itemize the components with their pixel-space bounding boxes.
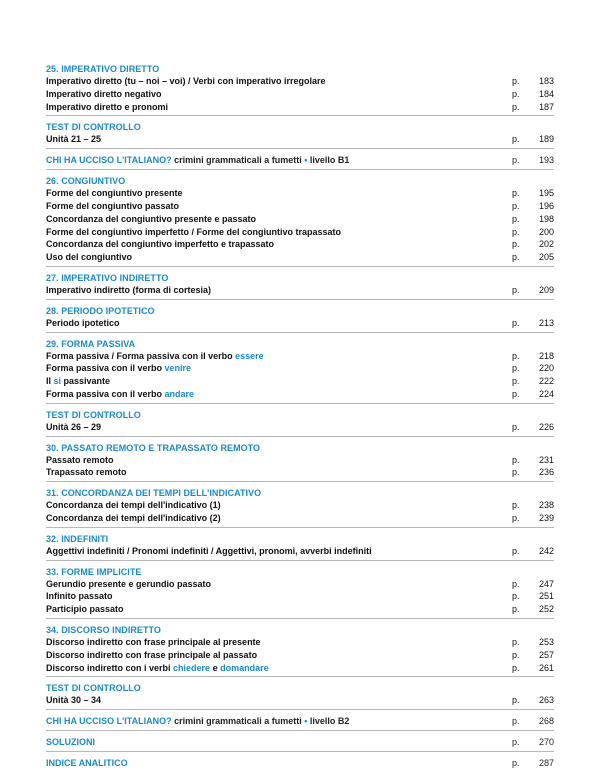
entry-title: Discorso indiretto con frase principale al presente (46, 636, 261, 647)
page-prefix: p. (512, 662, 520, 673)
page-prefix: p. (512, 200, 520, 211)
toc-section (46, 121, 554, 149)
page-prefix: p. (512, 695, 520, 706)
page-number: 222 (538, 376, 554, 387)
page-number: 205 (538, 252, 554, 263)
toc-section (46, 272, 554, 300)
entry-title: Gerundio presente e gerundio passato (46, 578, 212, 589)
entry-title: Concordanza dei tempi dell'indicativo (1) (46, 500, 221, 511)
toc-entry[interactable] (46, 375, 554, 388)
toc-entry[interactable] (46, 578, 554, 591)
toc-entry[interactable] (46, 649, 554, 662)
page-number: 189 (538, 134, 554, 145)
highlighted-verb: andare (164, 388, 195, 399)
toc-entry[interactable] (46, 757, 554, 770)
page-number: 251 (538, 591, 554, 602)
entry-title: Infinito passato (46, 591, 113, 602)
entry-title-conjunction: e (210, 662, 221, 673)
toc-section (46, 682, 554, 710)
toc-entry[interactable] (46, 454, 554, 467)
entry-title: Trapassato remoto (46, 467, 127, 478)
page-number: 242 (538, 545, 554, 556)
toc-entry[interactable] (46, 101, 554, 114)
page-prefix: p. (512, 604, 520, 615)
page-number: 236 (538, 467, 554, 478)
entry-title: Imperativo indiretto (forma di cortesia) (46, 284, 212, 295)
entry-subtitle: crimini grammaticali a fumetti (174, 716, 302, 727)
page-number: 231 (538, 454, 554, 465)
page-prefix: p. (512, 636, 520, 647)
page-number: 268 (538, 716, 554, 727)
page-number: 202 (538, 239, 554, 250)
section-title: TEST DI CONTROLLO (46, 683, 141, 694)
toc-entry[interactable] (46, 88, 554, 101)
toc-section (46, 338, 554, 404)
entry-title: Imperativo diretto negativo (46, 88, 162, 99)
toc-entry[interactable] (46, 662, 554, 675)
toc-entry[interactable] (46, 317, 554, 330)
entry-title: Concordanza del congiuntivo imperfetto e trapassato (46, 239, 275, 250)
page-number: 224 (538, 388, 554, 399)
entry-title: Unità 21 – 25 (46, 134, 102, 145)
page-prefix: p. (512, 239, 520, 250)
toc-section (46, 757, 554, 772)
entry-title: Forma passiva con il verbo (46, 363, 165, 374)
section-title: TEST DI CONTROLLO (46, 409, 141, 420)
entry-title: Il (46, 376, 54, 387)
toc-entry[interactable] (46, 200, 554, 213)
page-number: 252 (538, 604, 554, 615)
toc-entry[interactable] (46, 213, 554, 226)
toc-entry[interactable] (46, 603, 554, 616)
page-prefix: p. (512, 376, 520, 387)
level-label: livello B1 (309, 155, 350, 166)
section-title: 28. PERIODO IPOTETICO (46, 305, 155, 316)
page-prefix: p. (512, 591, 520, 602)
page-prefix: p. (512, 545, 520, 556)
page-number: 193 (538, 155, 554, 166)
entry-title: Forma passiva con il verbo (46, 388, 165, 399)
page-prefix: p. (512, 350, 520, 361)
page-prefix: p. (512, 134, 520, 145)
highlighted-verb: domandare (220, 662, 269, 673)
page-prefix: p. (512, 716, 520, 727)
entry-title: Forme del congiuntivo imperfetto / Forme del congiuntivo trapassato (46, 226, 342, 237)
page-prefix: p. (512, 188, 520, 199)
toc-entry[interactable] (46, 590, 554, 603)
entry-title: Forma passiva / Forma passiva con il verbo (46, 350, 236, 361)
page-number: 183 (538, 76, 554, 86)
page-number: 195 (538, 188, 554, 199)
entry-title: Aggettivi indefiniti / Pronomi indefiniti / Aggettivi, pronomi, avverbi indefiniti (46, 545, 372, 556)
toc-entry[interactable] (46, 736, 554, 749)
toc-section (46, 715, 554, 731)
entry-subtitle: crimini grammaticali a fumetti (174, 155, 302, 166)
toc-entry[interactable] (46, 715, 554, 728)
entry-title: Discorso indiretto con frase principale al passato (46, 649, 258, 660)
page-number: 226 (538, 421, 554, 432)
section-title: 31. CONCORDANZA DEI TEMPI DELL'INDICATIVO (46, 488, 262, 499)
entry-title: Imperativo diretto (tu – noi – voi) / Verbi con imperativo irregolare (46, 76, 326, 86)
toc-entry[interactable] (46, 154, 554, 167)
page-number: 247 (538, 578, 554, 589)
toc-section (46, 442, 554, 483)
page-prefix: p. (512, 421, 520, 432)
section-title: 26. CONGIUNTIVO (46, 176, 126, 187)
toc-section (46, 154, 554, 170)
toc-entry[interactable] (46, 238, 554, 251)
page-number: 220 (538, 363, 554, 374)
page-prefix: p. (512, 512, 520, 523)
page-number: 218 (538, 350, 554, 361)
entry-title: Unità 30 – 34 (46, 695, 102, 706)
toc-entry[interactable] (46, 251, 554, 264)
toc-entry[interactable] (46, 545, 554, 558)
page-prefix: p. (512, 226, 520, 237)
page-prefix: p. (512, 500, 520, 511)
page-prefix: p. (512, 578, 520, 589)
page-number: 184 (538, 88, 554, 99)
page-prefix: p. (512, 317, 520, 328)
entry-title: Participio passato (46, 604, 124, 615)
section-title: 30. PASSATO REMOTO E TRAPASSATO REMOTO (46, 442, 261, 453)
toc-entry[interactable] (46, 421, 554, 434)
page-prefix: p. (512, 363, 520, 374)
page-prefix: p. (512, 454, 520, 465)
toc-entry[interactable] (46, 350, 554, 363)
section-title: CHI HA UCCISO L'ITALIANO? (46, 716, 172, 727)
toc-entry[interactable] (46, 362, 554, 375)
toc-entry[interactable] (46, 388, 554, 401)
highlighted-verb: venire (164, 363, 192, 374)
page-prefix: p. (512, 758, 520, 769)
page-prefix: p. (512, 101, 520, 112)
page-prefix: p. (512, 737, 520, 748)
section-title: 27. IMPERATIVO INDIRETTO (46, 272, 169, 283)
entry-title: Periodo ipotetico (46, 317, 120, 328)
table-of-contents (46, 63, 554, 777)
page-number: 200 (538, 226, 554, 237)
toc-entry[interactable] (46, 466, 554, 479)
entry-title: Forme del congiuntivo presente (46, 188, 183, 199)
page-prefix: p. (512, 76, 520, 86)
page-number: 187 (538, 101, 554, 112)
entry-title: Concordanza dei tempi dell'indicativo (2) (46, 512, 221, 523)
page-prefix: p. (512, 213, 520, 224)
entry-title: Imperativo diretto e pronomi (46, 101, 169, 112)
toc-entry[interactable] (46, 636, 554, 649)
page-number: 196 (538, 200, 554, 211)
bullet-icon: • (304, 716, 308, 727)
page-number: 198 (538, 213, 554, 224)
toc-section (46, 624, 554, 677)
toc-entry[interactable] (46, 694, 554, 707)
toc-entry[interactable] (46, 226, 554, 239)
bullet-icon: • (304, 155, 308, 166)
section-title: 34. DISCORSO INDIRETTO (46, 624, 161, 635)
section-title: SOLUZIONI (46, 737, 95, 748)
page-prefix: p. (512, 252, 520, 263)
page-prefix: p. (512, 88, 520, 99)
entry-title: Forme del congiuntivo passato (46, 200, 180, 211)
section-title: 29. FORMA PASSIVA (46, 338, 136, 349)
toc-section (46, 305, 554, 333)
highlighted-verb: chiedere (173, 662, 211, 673)
entry-title: Unità 26 – 29 (46, 421, 102, 432)
page-number: 213 (538, 317, 554, 328)
entry-title-suffix: passivante (61, 376, 111, 387)
highlighted-verb: essere (235, 350, 264, 361)
page-number: 253 (538, 636, 554, 647)
entry-title: Concordanza del congiuntivo presente e passato (46, 213, 257, 224)
toc-section (46, 63, 554, 116)
toc-entry[interactable] (46, 187, 554, 200)
section-title: 25. IMPERATIVO DIRETTO (46, 64, 160, 74)
page-number: 287 (538, 758, 554, 769)
level-label: livello B2 (309, 716, 350, 727)
page-prefix: p. (512, 388, 520, 399)
entry-title: Passato remoto (46, 454, 114, 465)
toc-entry[interactable] (46, 499, 554, 512)
section-title: TEST DI CONTROLLO (46, 122, 141, 133)
page-number: 261 (538, 662, 554, 673)
toc-section (46, 175, 554, 267)
page-prefix: p. (512, 649, 520, 660)
page-number: 209 (538, 284, 554, 295)
page-number: 270 (538, 737, 554, 748)
page-prefix: p. (512, 467, 520, 478)
page-number: 238 (538, 500, 554, 511)
section-title: 33. FORME IMPLICITE (46, 566, 142, 577)
entry-title: Discorso indiretto con i verbi (46, 662, 174, 673)
page-prefix: p. (512, 284, 520, 295)
page-number: 263 (538, 695, 554, 706)
page-number: 239 (538, 512, 554, 523)
toc-section (46, 409, 554, 437)
section-title: INDICE ANALITICO (46, 758, 128, 769)
toc-entry[interactable] (46, 75, 554, 88)
page-prefix: p. (512, 155, 520, 166)
toc-section (46, 566, 554, 619)
toc-section (46, 487, 554, 528)
toc-section (46, 533, 554, 561)
entry-title: Uso del congiuntivo (46, 252, 133, 263)
toc-entry[interactable] (46, 284, 554, 297)
toc-entry[interactable] (46, 512, 554, 525)
section-title: 32. INDEFINITI (46, 533, 109, 544)
section-title: CHI HA UCCISO L'ITALIANO? (46, 155, 172, 166)
page-number: 257 (538, 649, 554, 660)
toc-entry[interactable] (46, 133, 554, 146)
highlighted-verb: si (53, 376, 62, 387)
